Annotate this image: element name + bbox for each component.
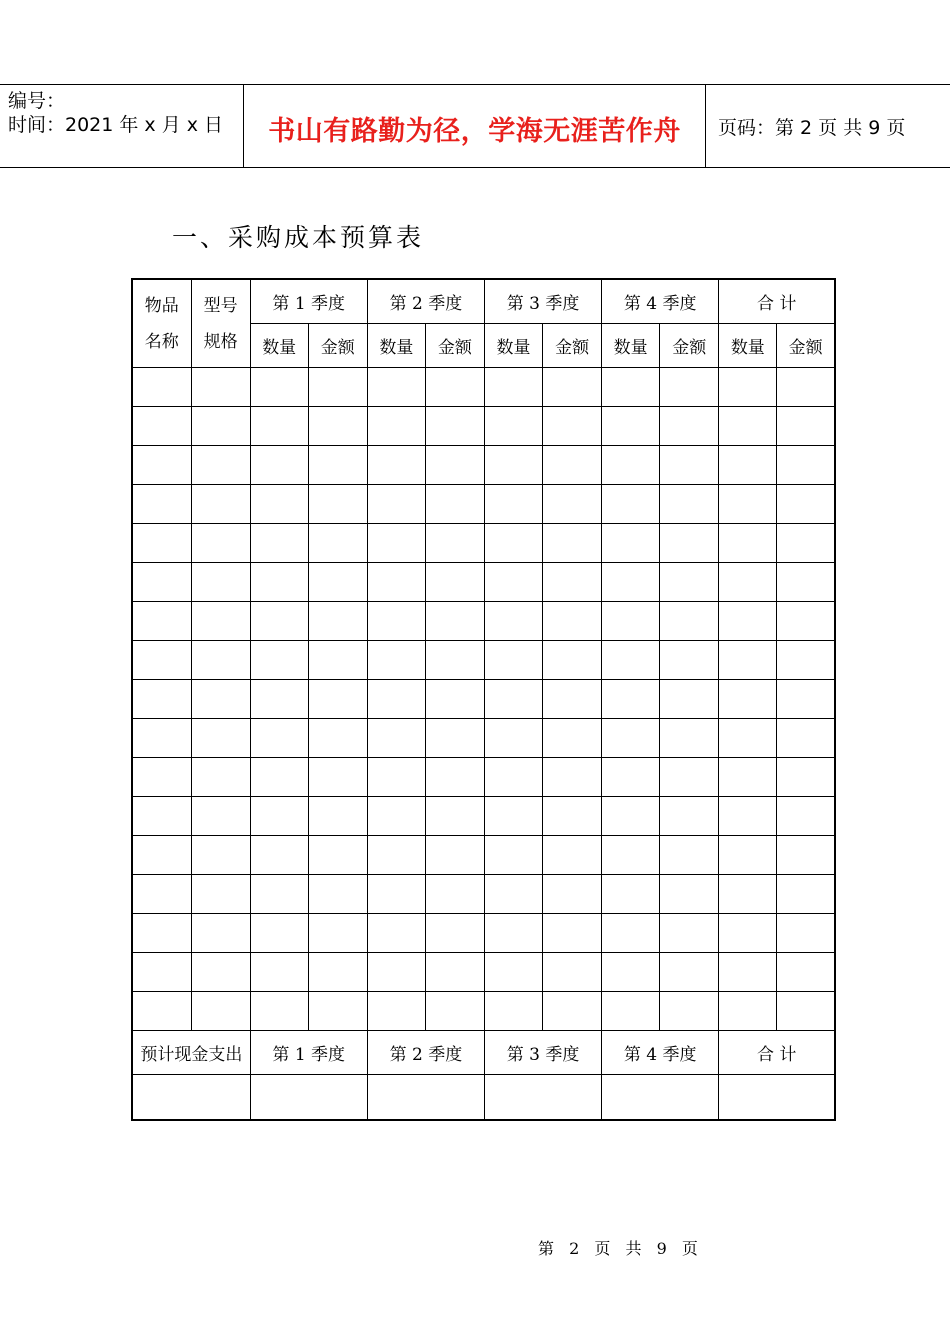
table-cell [543, 446, 602, 485]
table-cell [191, 992, 250, 1031]
cash-total-header: 合 计 [719, 1031, 835, 1075]
quarter-1-header: 第 1 季度 [250, 279, 367, 324]
table-cell [543, 914, 602, 953]
table-cell [777, 524, 835, 563]
amount-header: 金额 [777, 324, 835, 368]
table-cell [367, 836, 425, 875]
table-cell [367, 563, 425, 602]
table-cell [308, 407, 367, 446]
table-cell [132, 992, 191, 1031]
table-cell [484, 797, 542, 836]
section-title: 一、采购成本预算表 [172, 223, 425, 252]
table-cell [308, 875, 367, 914]
table-cell [191, 797, 250, 836]
table-cell [250, 602, 308, 641]
table-cell [660, 914, 719, 953]
table-cell [308, 602, 367, 641]
cash-expenditure-label: 预计现金支出 [132, 1031, 250, 1075]
table-cell [543, 368, 602, 407]
table-cell [425, 719, 484, 758]
cash-expenditure-value-row [132, 1075, 835, 1121]
table-cell [777, 368, 835, 407]
table-cell [132, 914, 191, 953]
table-cell [777, 836, 835, 875]
table-cell [308, 758, 367, 797]
table-cell [777, 641, 835, 680]
table-cell [602, 836, 660, 875]
cash-quarter-3-header: 第 3 季度 [484, 1031, 601, 1075]
page-footer [538, 1236, 707, 1259]
table-cell [367, 875, 425, 914]
table-cell [602, 992, 660, 1031]
table-cell [777, 485, 835, 524]
table-cell [602, 446, 660, 485]
table-cell [602, 407, 660, 446]
table-cell [425, 641, 484, 680]
table-cell [719, 719, 777, 758]
table-cell [191, 719, 250, 758]
table-cell [132, 446, 191, 485]
table-cell [660, 680, 719, 719]
table-cell [425, 407, 484, 446]
table-cell [425, 602, 484, 641]
table-cell [484, 407, 542, 446]
table-cell [719, 914, 777, 953]
table-cell [484, 446, 542, 485]
table-cell [367, 680, 425, 719]
table-cell [367, 758, 425, 797]
table-cell [543, 563, 602, 602]
table-cell [191, 875, 250, 914]
quarter-2-header: 第 2 季度 [367, 279, 484, 324]
footer-text: 共 [625, 1239, 643, 1258]
table-cell [425, 524, 484, 563]
table-row [132, 719, 835, 758]
table-cell [777, 407, 835, 446]
table-cell [367, 485, 425, 524]
footer-text: 页 [594, 1239, 612, 1258]
amount-header: 金额 [425, 324, 484, 368]
table-cell [777, 992, 835, 1031]
table-cell [602, 368, 660, 407]
cash-quarter-4-header: 第 4 季度 [602, 1031, 719, 1075]
table-cell [602, 719, 660, 758]
table-cell [425, 446, 484, 485]
model-spec-header: 型号 规格 [191, 279, 250, 368]
table-cell [250, 563, 308, 602]
table-cell [250, 485, 308, 524]
table-cell [484, 485, 542, 524]
table-cell [602, 485, 660, 524]
table-row [132, 758, 835, 797]
table-cell [660, 953, 719, 992]
table-cell [777, 680, 835, 719]
table-cell [425, 797, 484, 836]
table-cell [719, 992, 777, 1031]
table-cell [250, 368, 308, 407]
table-cell [425, 485, 484, 524]
qty-header: 数量 [367, 324, 425, 368]
table-row [132, 914, 835, 953]
table-header-row-1 [132, 279, 835, 324]
table-cell [543, 953, 602, 992]
table-cell [660, 641, 719, 680]
table-cell [484, 875, 542, 914]
quarter-3-header: 第 3 季度 [484, 279, 601, 324]
table-cell [132, 797, 191, 836]
table-cell [660, 563, 719, 602]
header-page-number: 页码：第 2 页 共 9 页 [718, 116, 906, 139]
table-cell [543, 602, 602, 641]
header-motto: 书山有路勤为径，学海无涯苦作舟 [244, 85, 706, 167]
table-cell [602, 797, 660, 836]
table-cell [484, 602, 542, 641]
table-cell [602, 524, 660, 563]
table-cell [191, 953, 250, 992]
table-cell [367, 914, 425, 953]
table-cell [425, 758, 484, 797]
table-cell [777, 953, 835, 992]
table-cell [602, 953, 660, 992]
table-cell [132, 680, 191, 719]
table-cell [250, 407, 308, 446]
table-row [132, 524, 835, 563]
table-cell [660, 368, 719, 407]
purchase-cost-budget-table [131, 278, 836, 1121]
table-cell [660, 407, 719, 446]
table-cell [308, 680, 367, 719]
table-cell [250, 446, 308, 485]
table-cell [250, 680, 308, 719]
table-cell [308, 368, 367, 407]
table-cell [367, 1075, 484, 1121]
table-row [132, 407, 835, 446]
table-cell [484, 563, 542, 602]
table-cell [719, 641, 777, 680]
table-cell [308, 719, 367, 758]
table-row [132, 563, 835, 602]
table-cell [777, 797, 835, 836]
table-cell [132, 836, 191, 875]
table-cell [719, 680, 777, 719]
qty-header: 数量 [602, 324, 660, 368]
table-cell [191, 914, 250, 953]
table-cell [777, 446, 835, 485]
table-cell [602, 1075, 719, 1121]
footer-text: 第 [538, 1239, 556, 1258]
table-cell [425, 368, 484, 407]
table-cell [367, 446, 425, 485]
amount-header: 金额 [308, 324, 367, 368]
table-row [132, 836, 835, 875]
table-cell [484, 680, 542, 719]
table-cell [250, 641, 308, 680]
table-cell [719, 524, 777, 563]
table-row [132, 797, 835, 836]
amount-header: 金额 [543, 324, 602, 368]
table-cell [367, 992, 425, 1031]
table-cell [191, 680, 250, 719]
table-cell [543, 875, 602, 914]
table-cell [191, 836, 250, 875]
table-cell [191, 524, 250, 563]
table-cell [543, 407, 602, 446]
table-cell [367, 368, 425, 407]
table-cell [777, 914, 835, 953]
table-cell [250, 719, 308, 758]
table-cell [543, 758, 602, 797]
table-cell [367, 602, 425, 641]
table-cell [308, 563, 367, 602]
table-cell [132, 758, 191, 797]
table-cell [367, 407, 425, 446]
table-cell [308, 641, 367, 680]
table-cell [777, 563, 835, 602]
table-cell [602, 875, 660, 914]
table-cell [132, 485, 191, 524]
table-cell [425, 680, 484, 719]
table-row [132, 368, 835, 407]
table-cell [484, 992, 542, 1031]
table-cell [191, 485, 250, 524]
table-cell [602, 602, 660, 641]
table-row [132, 485, 835, 524]
table-row [132, 641, 835, 680]
total-header: 合 计 [719, 279, 835, 324]
table-cell [132, 641, 191, 680]
table-row [132, 446, 835, 485]
table-cell [250, 797, 308, 836]
table-cell [484, 836, 542, 875]
table-cell [367, 719, 425, 758]
table-cell [425, 875, 484, 914]
quarter-4-header: 第 4 季度 [602, 279, 719, 324]
table-cell [719, 797, 777, 836]
table-row [132, 953, 835, 992]
table-cell [777, 602, 835, 641]
table-cell [425, 953, 484, 992]
table-row [132, 875, 835, 914]
table-cell [660, 758, 719, 797]
footer-total-pages: 9 [656, 1239, 668, 1258]
table-cell [250, 992, 308, 1031]
cash-expenditure-header-row [132, 1031, 835, 1075]
table-cell [543, 992, 602, 1031]
table-cell [484, 1075, 601, 1121]
table-cell [484, 719, 542, 758]
table-cell [132, 368, 191, 407]
table-cell [132, 602, 191, 641]
table-cell [250, 758, 308, 797]
table-cell [660, 524, 719, 563]
table-cell [660, 836, 719, 875]
table-cell [602, 641, 660, 680]
table-cell [308, 524, 367, 563]
table-row [132, 602, 835, 641]
table-cell [602, 563, 660, 602]
table-cell [602, 680, 660, 719]
table-cell [484, 641, 542, 680]
table-cell [132, 719, 191, 758]
table-cell [719, 485, 777, 524]
table-cell [250, 953, 308, 992]
table-cell [191, 446, 250, 485]
table-cell [484, 953, 542, 992]
table-cell [719, 446, 777, 485]
page-header [0, 84, 950, 168]
table-cell [308, 953, 367, 992]
table-cell [250, 1075, 367, 1121]
header-meta [0, 85, 244, 167]
table-cell [132, 563, 191, 602]
table-cell [425, 563, 484, 602]
table-body [132, 368, 835, 1031]
table-cell [308, 914, 367, 953]
table-cell [719, 875, 777, 914]
table-cell [719, 407, 777, 446]
table-cell [777, 758, 835, 797]
table-cell [719, 758, 777, 797]
table-cell [191, 368, 250, 407]
table-cell [719, 953, 777, 992]
footer-text: 页 [681, 1239, 699, 1258]
table-cell [484, 758, 542, 797]
table-cell [660, 797, 719, 836]
table-cell [250, 875, 308, 914]
table-cell [543, 836, 602, 875]
table-cell [719, 368, 777, 407]
table-cell [308, 797, 367, 836]
qty-header: 数量 [250, 324, 308, 368]
table-cell [308, 836, 367, 875]
table-cell [132, 524, 191, 563]
footer-page-number: 2 [569, 1239, 581, 1258]
table-cell [367, 641, 425, 680]
table-cell [308, 446, 367, 485]
table-cell [543, 680, 602, 719]
table-cell [250, 524, 308, 563]
cash-quarter-1-header: 第 1 季度 [250, 1031, 367, 1075]
table-cell [602, 758, 660, 797]
table-cell [308, 992, 367, 1031]
table-cell [250, 914, 308, 953]
qty-header: 数量 [719, 324, 777, 368]
table-cell [660, 602, 719, 641]
time-label: 时间：2021 年 x 月 x 日 [8, 114, 224, 136]
table-cell [660, 446, 719, 485]
table-row [132, 680, 835, 719]
table-cell [660, 485, 719, 524]
serial-label: 编号： [8, 90, 66, 112]
table-cell [191, 641, 250, 680]
table-cell [543, 524, 602, 563]
table-cell [777, 875, 835, 914]
table-cell [660, 719, 719, 758]
table-cell [191, 602, 250, 641]
table-cell [484, 368, 542, 407]
table-cell [367, 797, 425, 836]
table-cell [191, 758, 250, 797]
table-cell [132, 875, 191, 914]
table-cell [602, 914, 660, 953]
item-name-header: 物品 名称 [132, 279, 191, 368]
table-cell [132, 407, 191, 446]
cash-quarter-2-header: 第 2 季度 [367, 1031, 484, 1075]
table-cell [425, 836, 484, 875]
table-cell [660, 875, 719, 914]
table-cell [777, 719, 835, 758]
table-cell [250, 836, 308, 875]
table-cell [660, 992, 719, 1031]
amount-header: 金额 [660, 324, 719, 368]
table-row [132, 992, 835, 1031]
table-cell [132, 1075, 250, 1121]
table-cell [719, 563, 777, 602]
table-cell [543, 641, 602, 680]
table-cell [425, 992, 484, 1031]
table-cell [719, 602, 777, 641]
table-cell [719, 836, 777, 875]
table-cell [543, 719, 602, 758]
table-cell [425, 914, 484, 953]
table-cell [367, 953, 425, 992]
table-cell [543, 485, 602, 524]
table-cell [484, 524, 542, 563]
table-cell [191, 563, 250, 602]
table-cell [367, 524, 425, 563]
table-cell [191, 407, 250, 446]
table-cell [132, 953, 191, 992]
qty-header: 数量 [484, 324, 542, 368]
table-cell [484, 914, 542, 953]
table-cell [308, 485, 367, 524]
table-cell [543, 797, 602, 836]
table-cell [719, 1075, 835, 1121]
